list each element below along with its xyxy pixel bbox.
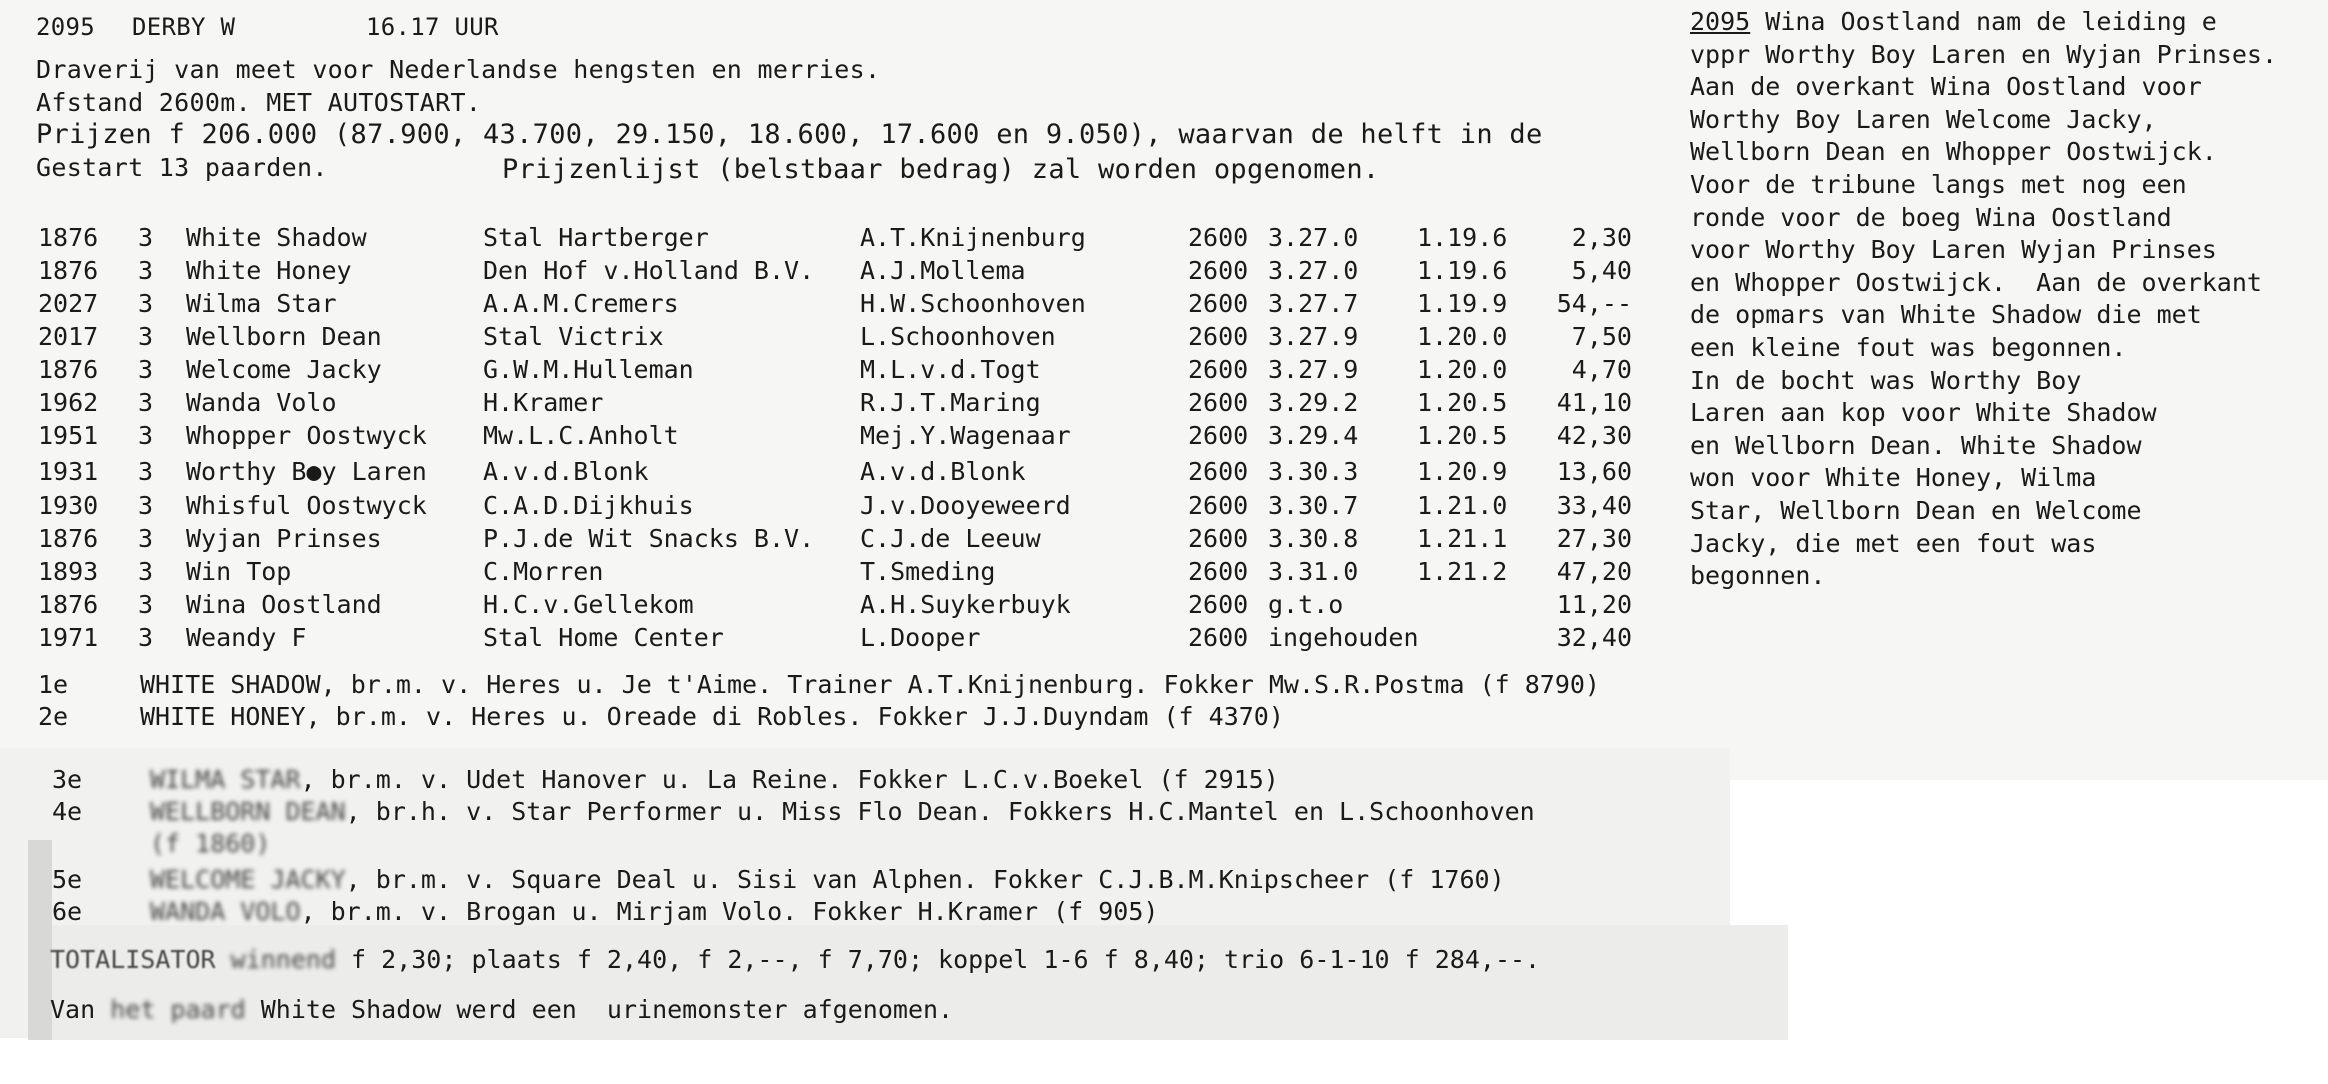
km-time: 1.20.0	[1417, 322, 1508, 351]
horse-name: Weandy F	[186, 623, 307, 652]
owner-name: Stal Victrix	[483, 322, 664, 351]
placing-details: , br.m. v. Udet Hanover u. La Reine. Fokker L.C.v.Boekel (f 2915)	[300, 765, 1279, 794]
placing-horse-name: WHITE HONEY	[140, 702, 306, 731]
horse-name: White Shadow	[186, 223, 367, 252]
report-line: voor Worthy Boy Laren Wyjan Prinses	[1690, 235, 2217, 265]
owner-name: Stal Hartberger	[483, 223, 709, 252]
start-number: 1971	[38, 623, 99, 652]
horse-age: 3	[138, 388, 154, 417]
race-report	[1690, 6, 2326, 593]
report-line: won voor White Honey, Wilma	[1690, 463, 2097, 493]
km-time: 1.19.9	[1417, 289, 1508, 318]
driver-name: A.H.Suykerbuyk	[860, 590, 1071, 619]
odds: 27,30	[1556, 524, 1632, 553]
start-number: 1876	[38, 355, 99, 384]
horse-age: 3	[138, 590, 154, 619]
finish-time: 3.27.0	[1268, 256, 1359, 285]
horse-age: 3	[138, 623, 154, 652]
odds: 42,30	[1556, 421, 1632, 450]
urine-blurred: het paard	[110, 995, 246, 1024]
report-line: Aan de overkant Wina Oostland voor	[1690, 72, 2202, 102]
finish-time: g.t.o	[1268, 590, 1344, 619]
placing-details: , br.h. v. Star Performer u. Miss Flo Dean. Fokkers H.C.Mantel en L.Schoonhoven	[345, 797, 1535, 826]
km-time: 1.20.5	[1417, 421, 1508, 450]
scan-shadow-strip	[28, 840, 52, 1040]
start-number: 1931	[38, 457, 99, 486]
placing-details: , br.m. v. Heres u. Oreade di Robles. Fokker J.J.Duyndam (f 4370)	[305, 702, 1284, 731]
odds: 4,70	[1571, 355, 1632, 384]
totalisator-line	[50, 945, 1540, 975]
report-line: Worthy Boy Laren Welcome Jacky,	[1690, 104, 2157, 134]
start-number: 2027	[38, 289, 99, 318]
driver-name: C.J.de Leeuw	[860, 524, 1041, 553]
km-time: 1.19.6	[1417, 223, 1508, 252]
distance: 2600	[1188, 388, 1249, 417]
report-line: ronde voor de boeg Wina Oostland	[1690, 202, 2172, 232]
report-line: Voor de tribune langs met nog een	[1690, 169, 2187, 199]
placing-position: 5e	[52, 865, 83, 894]
start-number: 1951	[38, 421, 99, 450]
table-row	[0, 556, 1700, 588]
odds: 41,10	[1556, 388, 1632, 417]
report-first-text: Wina Oostland nam de leiding e	[1750, 7, 2217, 36]
report-first-line	[1690, 6, 2326, 39]
owner-name: Stal Home Center	[483, 623, 724, 652]
placing-horse-name: WELCOME JACKY	[150, 865, 346, 894]
horse-name: Wyjan Prinses	[186, 524, 382, 553]
urine-pre: Van	[50, 995, 111, 1024]
placing-position: 3e	[52, 765, 83, 794]
prize-list-note: Prijzenlijst (belstbaar bedrag) zal worden opgenomen.	[502, 154, 1380, 185]
placing-position: 2e	[38, 702, 69, 731]
table-row	[0, 354, 1700, 386]
distance: 2600	[1188, 557, 1249, 586]
odds: 7,50	[1571, 322, 1632, 351]
start-number: 1893	[38, 557, 99, 586]
horse-name: Win Top	[186, 557, 292, 586]
horse-age: 3	[138, 256, 154, 285]
distance: 2600	[1188, 524, 1249, 553]
race-distance: Afstand 2600m. MET AUTOSTART.	[36, 88, 482, 117]
report-line: Jacky, die met een fout was	[1690, 528, 2097, 558]
km-time: 1.20.9	[1417, 457, 1508, 486]
finish-time: 3.29.4	[1268, 421, 1359, 450]
horse-age: 3	[138, 289, 154, 318]
horse-age: 3	[138, 557, 154, 586]
distance: 2600	[1188, 623, 1249, 652]
table-row	[0, 622, 1700, 654]
odds: 54,--	[1556, 289, 1632, 318]
finish-time: 3.27.9	[1268, 355, 1359, 384]
distance: 2600	[1188, 256, 1249, 285]
distance: 2600	[1188, 590, 1249, 619]
owner-name: A.A.M.Cremers	[483, 289, 679, 318]
start-number: 1876	[38, 590, 99, 619]
driver-name: A.v.d.Blonk	[860, 457, 1026, 486]
placing-line	[150, 897, 1158, 927]
finish-time: 3.27.9	[1268, 322, 1359, 351]
horse-name: Wilma Star	[186, 289, 337, 318]
finish-time: ingehouden	[1268, 623, 1419, 652]
horse-age: 3	[138, 491, 154, 520]
race-started: Gestart 13 paarden.	[36, 153, 328, 182]
table-row	[0, 255, 1700, 287]
finish-time: 3.30.7	[1268, 491, 1359, 520]
distance: 2600	[1188, 491, 1249, 520]
totalisator-payouts: f 2,30; plaats f 2,40, f 2,--, f 7,70; koppel 1-6 f 8,40; trio 6-1-10 f 284,--.	[336, 945, 1541, 974]
report-line: de opmars van White Shadow die met	[1690, 300, 2202, 330]
start-number: 2017	[38, 322, 99, 351]
placing-line	[140, 670, 1600, 700]
horse-age: 3	[138, 223, 154, 252]
placing-position: 1e	[38, 670, 69, 699]
race-prizes: Prijzen f 206.000 (87.900, 43.700, 29.150, 18.600, 17.600 en 9.050), waarvan de helft in de	[36, 119, 1543, 150]
horse-age: 3	[138, 355, 154, 384]
horse-name: Welcome Jacky	[186, 355, 382, 384]
owner-name: C.Morren	[483, 557, 604, 586]
distance: 2600	[1188, 355, 1249, 384]
driver-name: A.T.Knijnenburg	[860, 223, 1086, 252]
horse-age: 3	[138, 421, 154, 450]
placing-horse-name: WHITE SHADOW	[140, 670, 321, 699]
placing-line	[150, 765, 1279, 795]
start-number: 1876	[38, 256, 99, 285]
table-row	[0, 589, 1700, 621]
start-number: 1876	[38, 524, 99, 553]
owner-name: G.W.M.Hulleman	[483, 355, 694, 384]
report-line: en Whopper Oostwijck. Aan de overkant	[1690, 267, 2262, 297]
race-time: 16.17 UUR	[366, 13, 499, 41]
table-row	[0, 523, 1700, 555]
report-lines	[1690, 39, 2326, 593]
odds: 32,40	[1556, 623, 1632, 652]
driver-name: M.L.v.d.Togt	[860, 355, 1041, 384]
placing-position: 4e	[52, 797, 83, 826]
placing-line	[140, 702, 1284, 732]
table-row	[0, 288, 1700, 320]
placing-horse-name: WILMA STAR	[150, 765, 301, 794]
placing-line	[150, 797, 1535, 827]
distance: 2600	[1188, 457, 1249, 486]
owner-name: A.v.d.Blonk	[483, 457, 649, 486]
km-time: 1.21.2	[1417, 557, 1508, 586]
start-number: 1962	[38, 388, 99, 417]
placing-details: , br.m. v. Brogan u. Mirjam Volo. Fokker H.Kramer (f 905)	[300, 897, 1159, 926]
totalisator-label: TOTALISATOR	[50, 945, 216, 974]
report-line: begonnen.	[1690, 561, 1826, 591]
table-row	[0, 490, 1700, 522]
horse-name: Wellborn Dean	[186, 322, 382, 351]
placing-details: , br.m. v. Heres u. Je t'Aime. Trainer A.T.Knijnenburg. Fokker Mw.S.R.Postma (f 8790)	[320, 670, 1600, 699]
km-time: 1.19.6	[1417, 256, 1508, 285]
table-row	[0, 321, 1700, 353]
odds: 33,40	[1556, 491, 1632, 520]
odds: 11,20	[1556, 590, 1632, 619]
driver-name: L.Dooper	[860, 623, 981, 652]
distance: 2600	[1188, 421, 1249, 450]
horse-name: Wina Oostland	[186, 590, 382, 619]
race-description: Draverij van meet voor Nederlandse hengsten en merries.	[36, 55, 881, 84]
finish-time: 3.31.0	[1268, 557, 1359, 586]
urine-post: White Shadow werd een urinemonster afgenomen.	[245, 995, 954, 1024]
placing-horse-name: WELLBORN DEAN	[150, 797, 346, 826]
km-time: 1.21.0	[1417, 491, 1508, 520]
distance: 2600	[1188, 322, 1249, 351]
finish-time: 3.30.3	[1268, 457, 1359, 486]
owner-name: Mw.L.C.Anholt	[483, 421, 679, 450]
horse-name: White Honey	[186, 256, 352, 285]
report-line: vppr Worthy Boy Laren en Wyjan Prinses.	[1690, 39, 2277, 69]
table-row	[0, 456, 1700, 488]
report-line: In de bocht was Worthy Boy	[1690, 365, 2082, 395]
owner-name: H.Kramer	[483, 388, 604, 417]
horse-name: Whisful Oostwyck	[186, 491, 427, 520]
urine-sample-line	[50, 995, 953, 1025]
table-row	[0, 387, 1700, 419]
horse-name: Whopper Oostwyck	[186, 421, 427, 450]
driver-name: H.W.Schoonhoven	[860, 289, 1086, 318]
start-number: 1876	[38, 223, 99, 252]
placing-horse-name: WANDA VOLO	[150, 897, 301, 926]
owner-name: H.C.v.Gellekom	[483, 590, 694, 619]
horse-age: 3	[138, 322, 154, 351]
totalisator-word: winnend	[230, 945, 336, 974]
km-time: 1.20.0	[1417, 355, 1508, 384]
horse-age: 3	[138, 457, 154, 486]
table-row	[0, 222, 1700, 254]
report-line: en Wellborn Dean. White Shadow	[1690, 430, 2142, 460]
km-time: 1.21.1	[1417, 524, 1508, 553]
distance: 2600	[1188, 289, 1249, 318]
horse-name: Worthy B●y Laren	[186, 457, 427, 486]
owner-name: P.J.de Wit Snacks B.V.	[483, 524, 815, 553]
table-row	[0, 420, 1700, 452]
driver-name: A.J.Mollema	[860, 256, 1026, 285]
race-name: DERBY W	[132, 13, 236, 41]
owner-name: C.A.D.Dijkhuis	[483, 491, 694, 520]
odds: 13,60	[1556, 457, 1632, 486]
placing-extra: (f 1860)	[150, 829, 271, 858]
distance: 2600	[1188, 223, 1249, 252]
report-line: Star, Wellborn Dean en Welcome	[1690, 495, 2142, 525]
km-time: 1.20.5	[1417, 388, 1508, 417]
horse-age: 3	[138, 524, 154, 553]
odds: 5,40	[1571, 256, 1632, 285]
finish-time: 3.29.2	[1268, 388, 1359, 417]
placing-details: , br.m. v. Square Deal u. Sisi van Alphen. Fokker C.J.B.M.Knipscheer (f 1760)	[345, 865, 1505, 894]
driver-name: T.Smeding	[860, 557, 996, 586]
race-number: 2095	[36, 13, 95, 41]
report-line: een kleine fout was begonnen.	[1690, 332, 2127, 362]
finish-time: 3.27.0	[1268, 223, 1359, 252]
start-number: 1930	[38, 491, 99, 520]
finish-time: 3.27.7	[1268, 289, 1359, 318]
driver-name: Mej.Y.Wagenaar	[860, 421, 1071, 450]
driver-name: R.J.T.Maring	[860, 388, 1041, 417]
finish-time: 3.30.8	[1268, 524, 1359, 553]
owner-name: Den Hof v.Holland B.V.	[483, 256, 815, 285]
report-number: 2095	[1690, 7, 1751, 36]
driver-name: L.Schoonhoven	[860, 322, 1056, 351]
driver-name: J.v.Dooyeweerd	[860, 491, 1071, 520]
report-line: Laren aan kop voor White Shadow	[1690, 398, 2157, 428]
report-line: Wellborn Dean en Whopper Oostwijck.	[1690, 137, 2217, 167]
placing-line	[150, 865, 1505, 895]
placing-position: 6e	[52, 897, 83, 926]
odds: 2,30	[1571, 223, 1632, 252]
odds: 47,20	[1556, 557, 1632, 586]
horse-name: Wanda Volo	[186, 388, 337, 417]
